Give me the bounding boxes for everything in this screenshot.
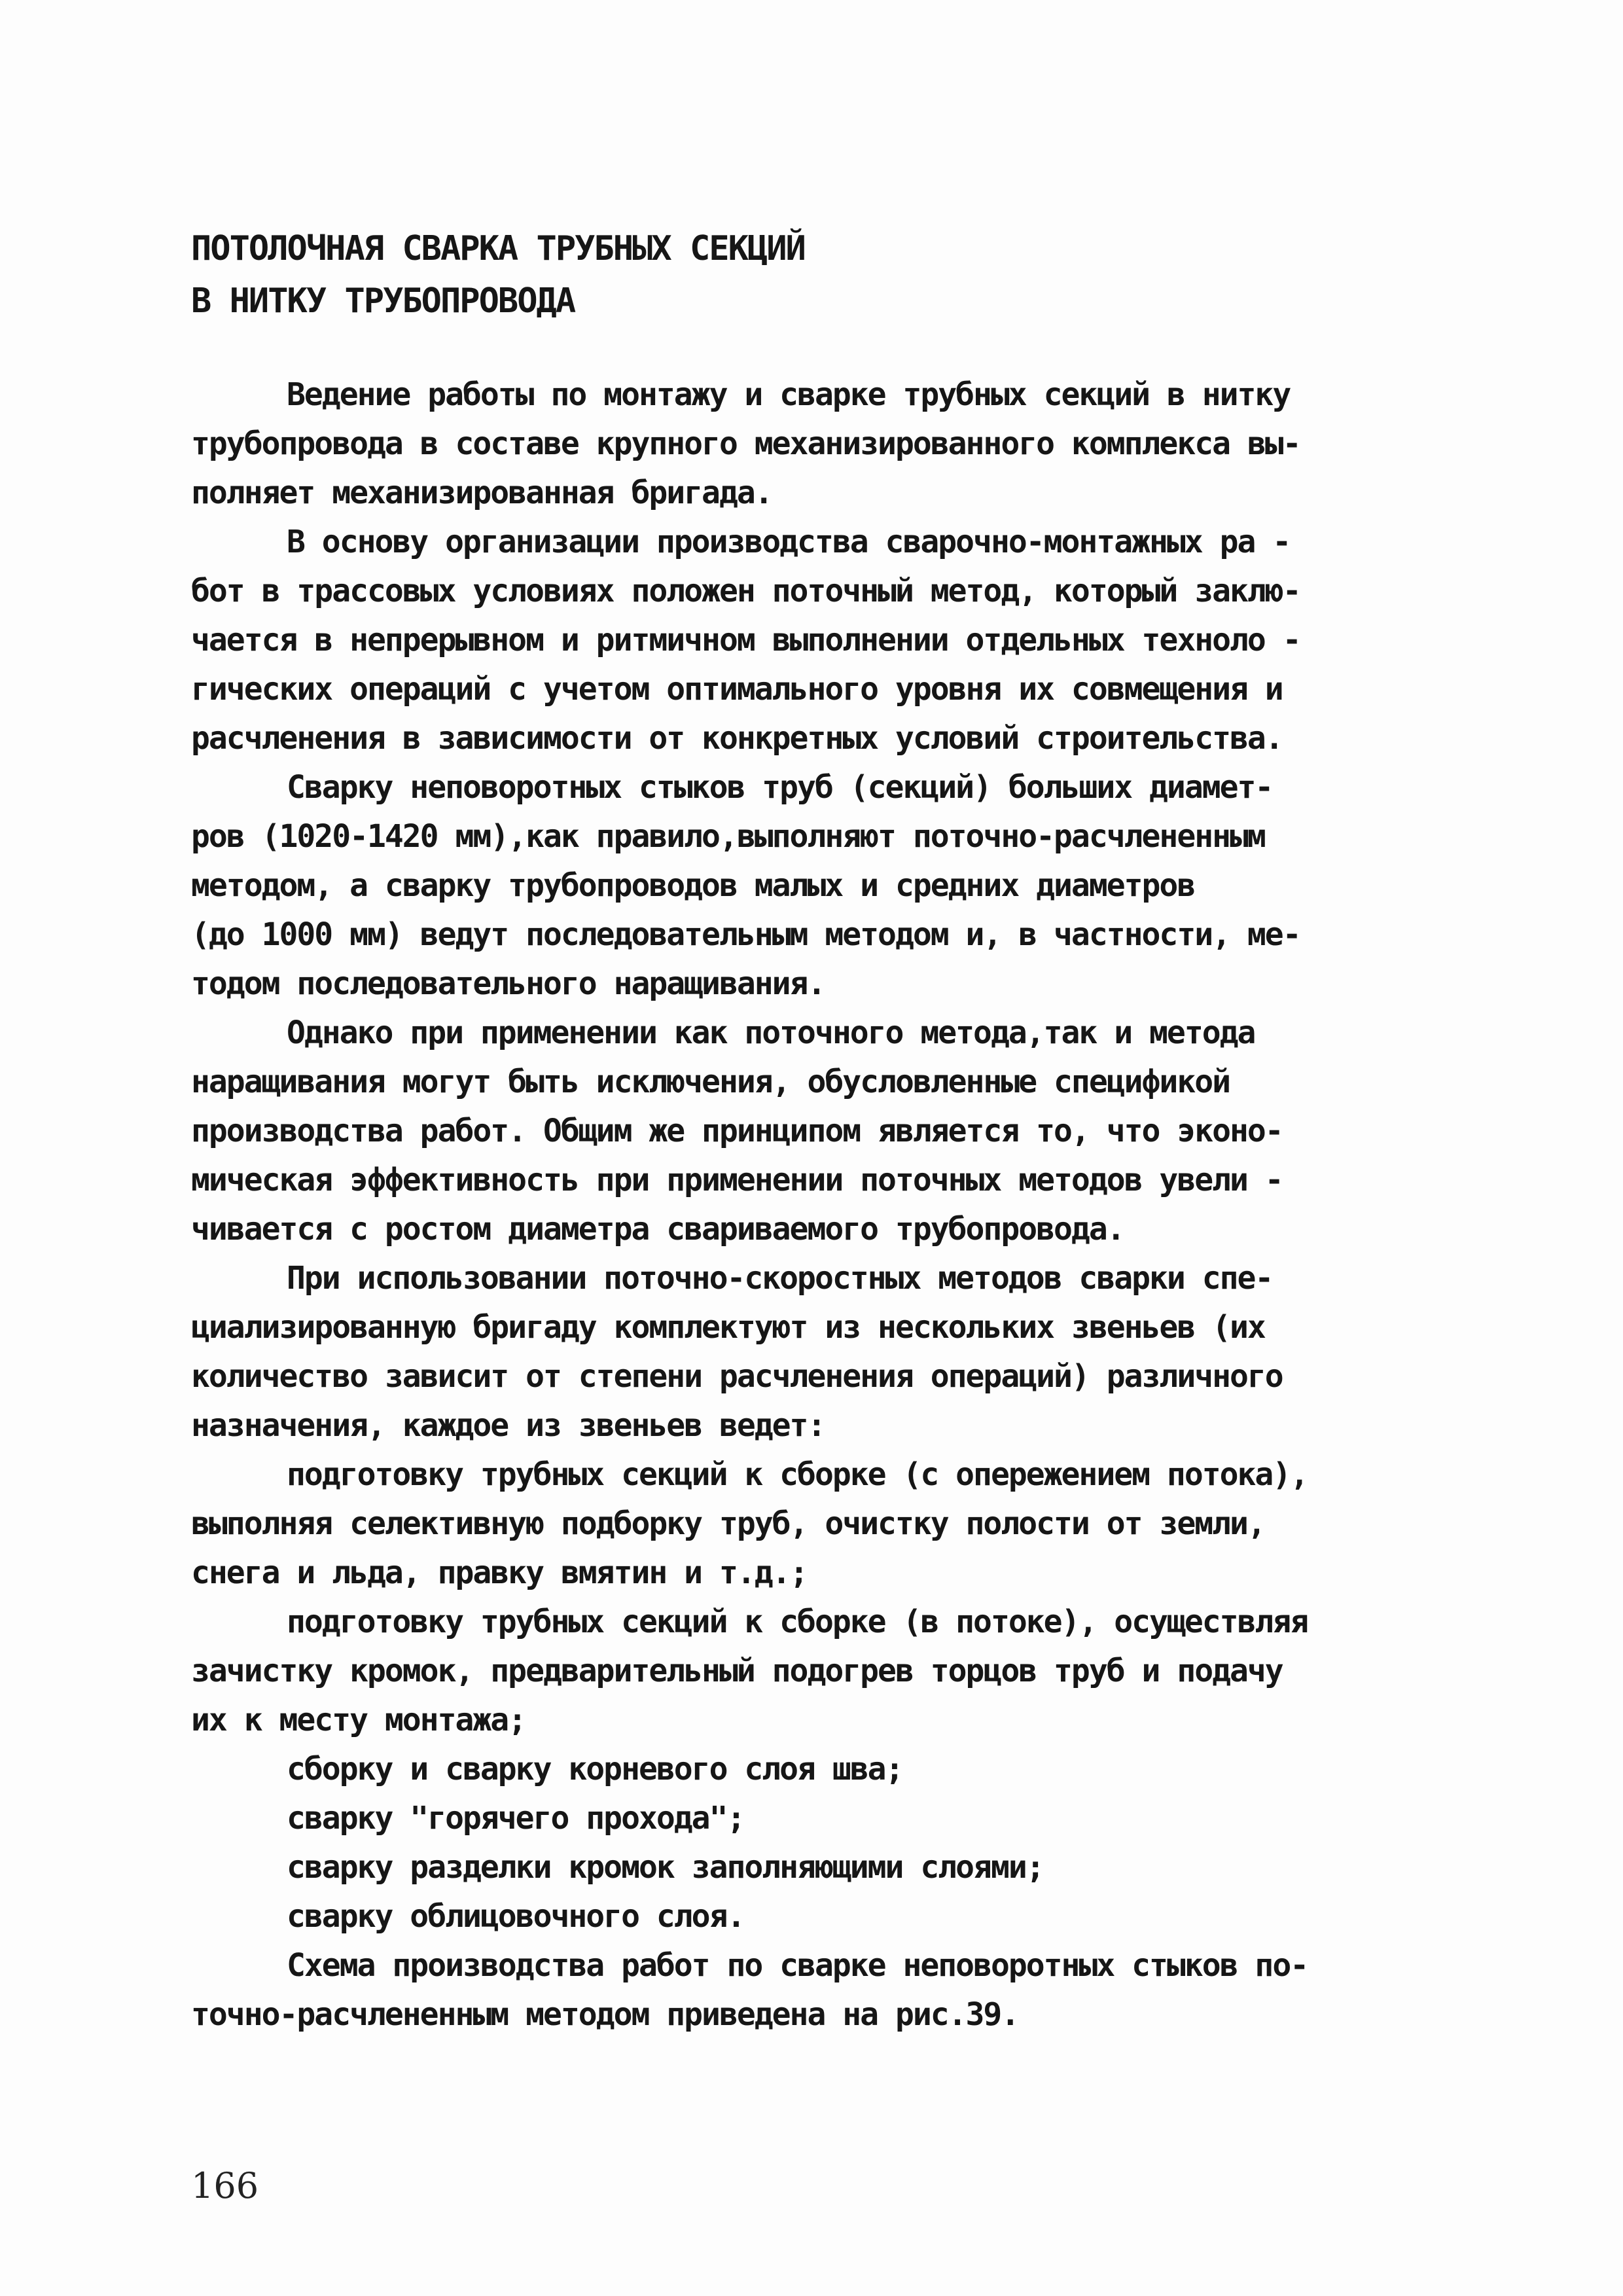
text-line: Ведение работы по монтажу и сварке трубных секций в нитку bbox=[287, 376, 1291, 413]
page-number: 166 bbox=[191, 2165, 259, 2206]
text-line: чивается с ростом диаметра свариваемого трубопровода. bbox=[191, 1211, 1124, 1247]
section-title-line-1: ПОТОЛОЧНАЯ СВАРКА ТРУБНЫХ СЕКЦИЙ bbox=[191, 229, 805, 268]
text-line: В основу организации производства сварочно-монтажных ра - bbox=[287, 524, 1291, 560]
text-line: точно-расчлененным методом приведена на рис.39. bbox=[191, 1996, 1019, 2033]
text-line: (до 1000 мм) ведут последовательным методом и, в частности, ме- bbox=[191, 916, 1300, 953]
text-line: методом, а сварку трубопроводов малых и средних диаметров bbox=[191, 867, 1195, 904]
text-line: бот в трассовых условиях положен поточный метод, который заклю- bbox=[191, 573, 1300, 609]
section-title bbox=[191, 223, 1435, 327]
text-line: подготовку трубных секций к сборке (в потоке), осуществляя bbox=[287, 1604, 1308, 1640]
section-title-line-2: В НИТКУ ТРУБОПРОВОДА bbox=[191, 281, 575, 321]
text-line: наращивания могут быть исключения, обусловленные спецификой bbox=[191, 1064, 1230, 1100]
text-line: сварку облицовочного слоя. bbox=[287, 1898, 745, 1935]
text-line: снега и льда, правку вмятин и т.д.; bbox=[191, 1554, 808, 1591]
text-line: зачистку кромок, предварительный подогрев торцов труб и подачу bbox=[191, 1653, 1283, 1689]
text-line: Сварку неповоротных стыков труб (секций) больших диамет- bbox=[287, 769, 1273, 806]
text-line: Однако при применении как поточного метода,так и метода bbox=[287, 1014, 1255, 1051]
text-line: полняет механизированная бригада. bbox=[191, 475, 772, 511]
text-line: сварку разделки кромок заполняющими слоями; bbox=[287, 1849, 1044, 1886]
text-line: количество зависит от степени расчленения операций) различного bbox=[191, 1358, 1283, 1395]
text-line: циализированную бригаду комплектуют из нескольких звеньев (их bbox=[191, 1309, 1265, 1346]
text-line: При использовании поточно-скоростных методов сварки спе- bbox=[287, 1260, 1273, 1297]
text-line: назначения, каждое из звеньев ведет: bbox=[191, 1407, 825, 1444]
text-line: их к месту монтажа; bbox=[191, 1702, 526, 1738]
text-line: ров (1020-1420 мм),как правило,выполняют поточно-расчлененным bbox=[191, 818, 1265, 855]
text-line: гических операций с учетом оптимального уровня их совмещения и bbox=[191, 671, 1283, 708]
text-line: Схема производства работ по сварке неповоротных стыков по- bbox=[287, 1947, 1308, 1984]
body-text bbox=[191, 370, 1435, 2039]
text-line: сборку и сварку корневого слоя шва; bbox=[287, 1751, 903, 1787]
text-line: производства работ. Общим же принципом является то, что эконо- bbox=[191, 1113, 1283, 1149]
text-line: тодом последовательного наращивания. bbox=[191, 965, 825, 1002]
text-line: трубопровода в составе крупного механизированного комплекса вы- bbox=[191, 425, 1300, 462]
text-line: мическая эффективность при применении поточных методов увели - bbox=[191, 1162, 1283, 1198]
text-line: выполняя селективную подборку труб, очистку полости от земли, bbox=[191, 1505, 1265, 1542]
text-line: сварку "горячего прохода"; bbox=[287, 1800, 745, 1837]
text-line: чается в непрерывном и ритмичном выполнении отдельных техноло - bbox=[191, 622, 1300, 658]
text-line: подготовку трубных секций к сборке (с опережением потока), bbox=[287, 1456, 1308, 1493]
text-line: расчленения в зависимости от конкретных условий строительства. bbox=[191, 720, 1283, 757]
